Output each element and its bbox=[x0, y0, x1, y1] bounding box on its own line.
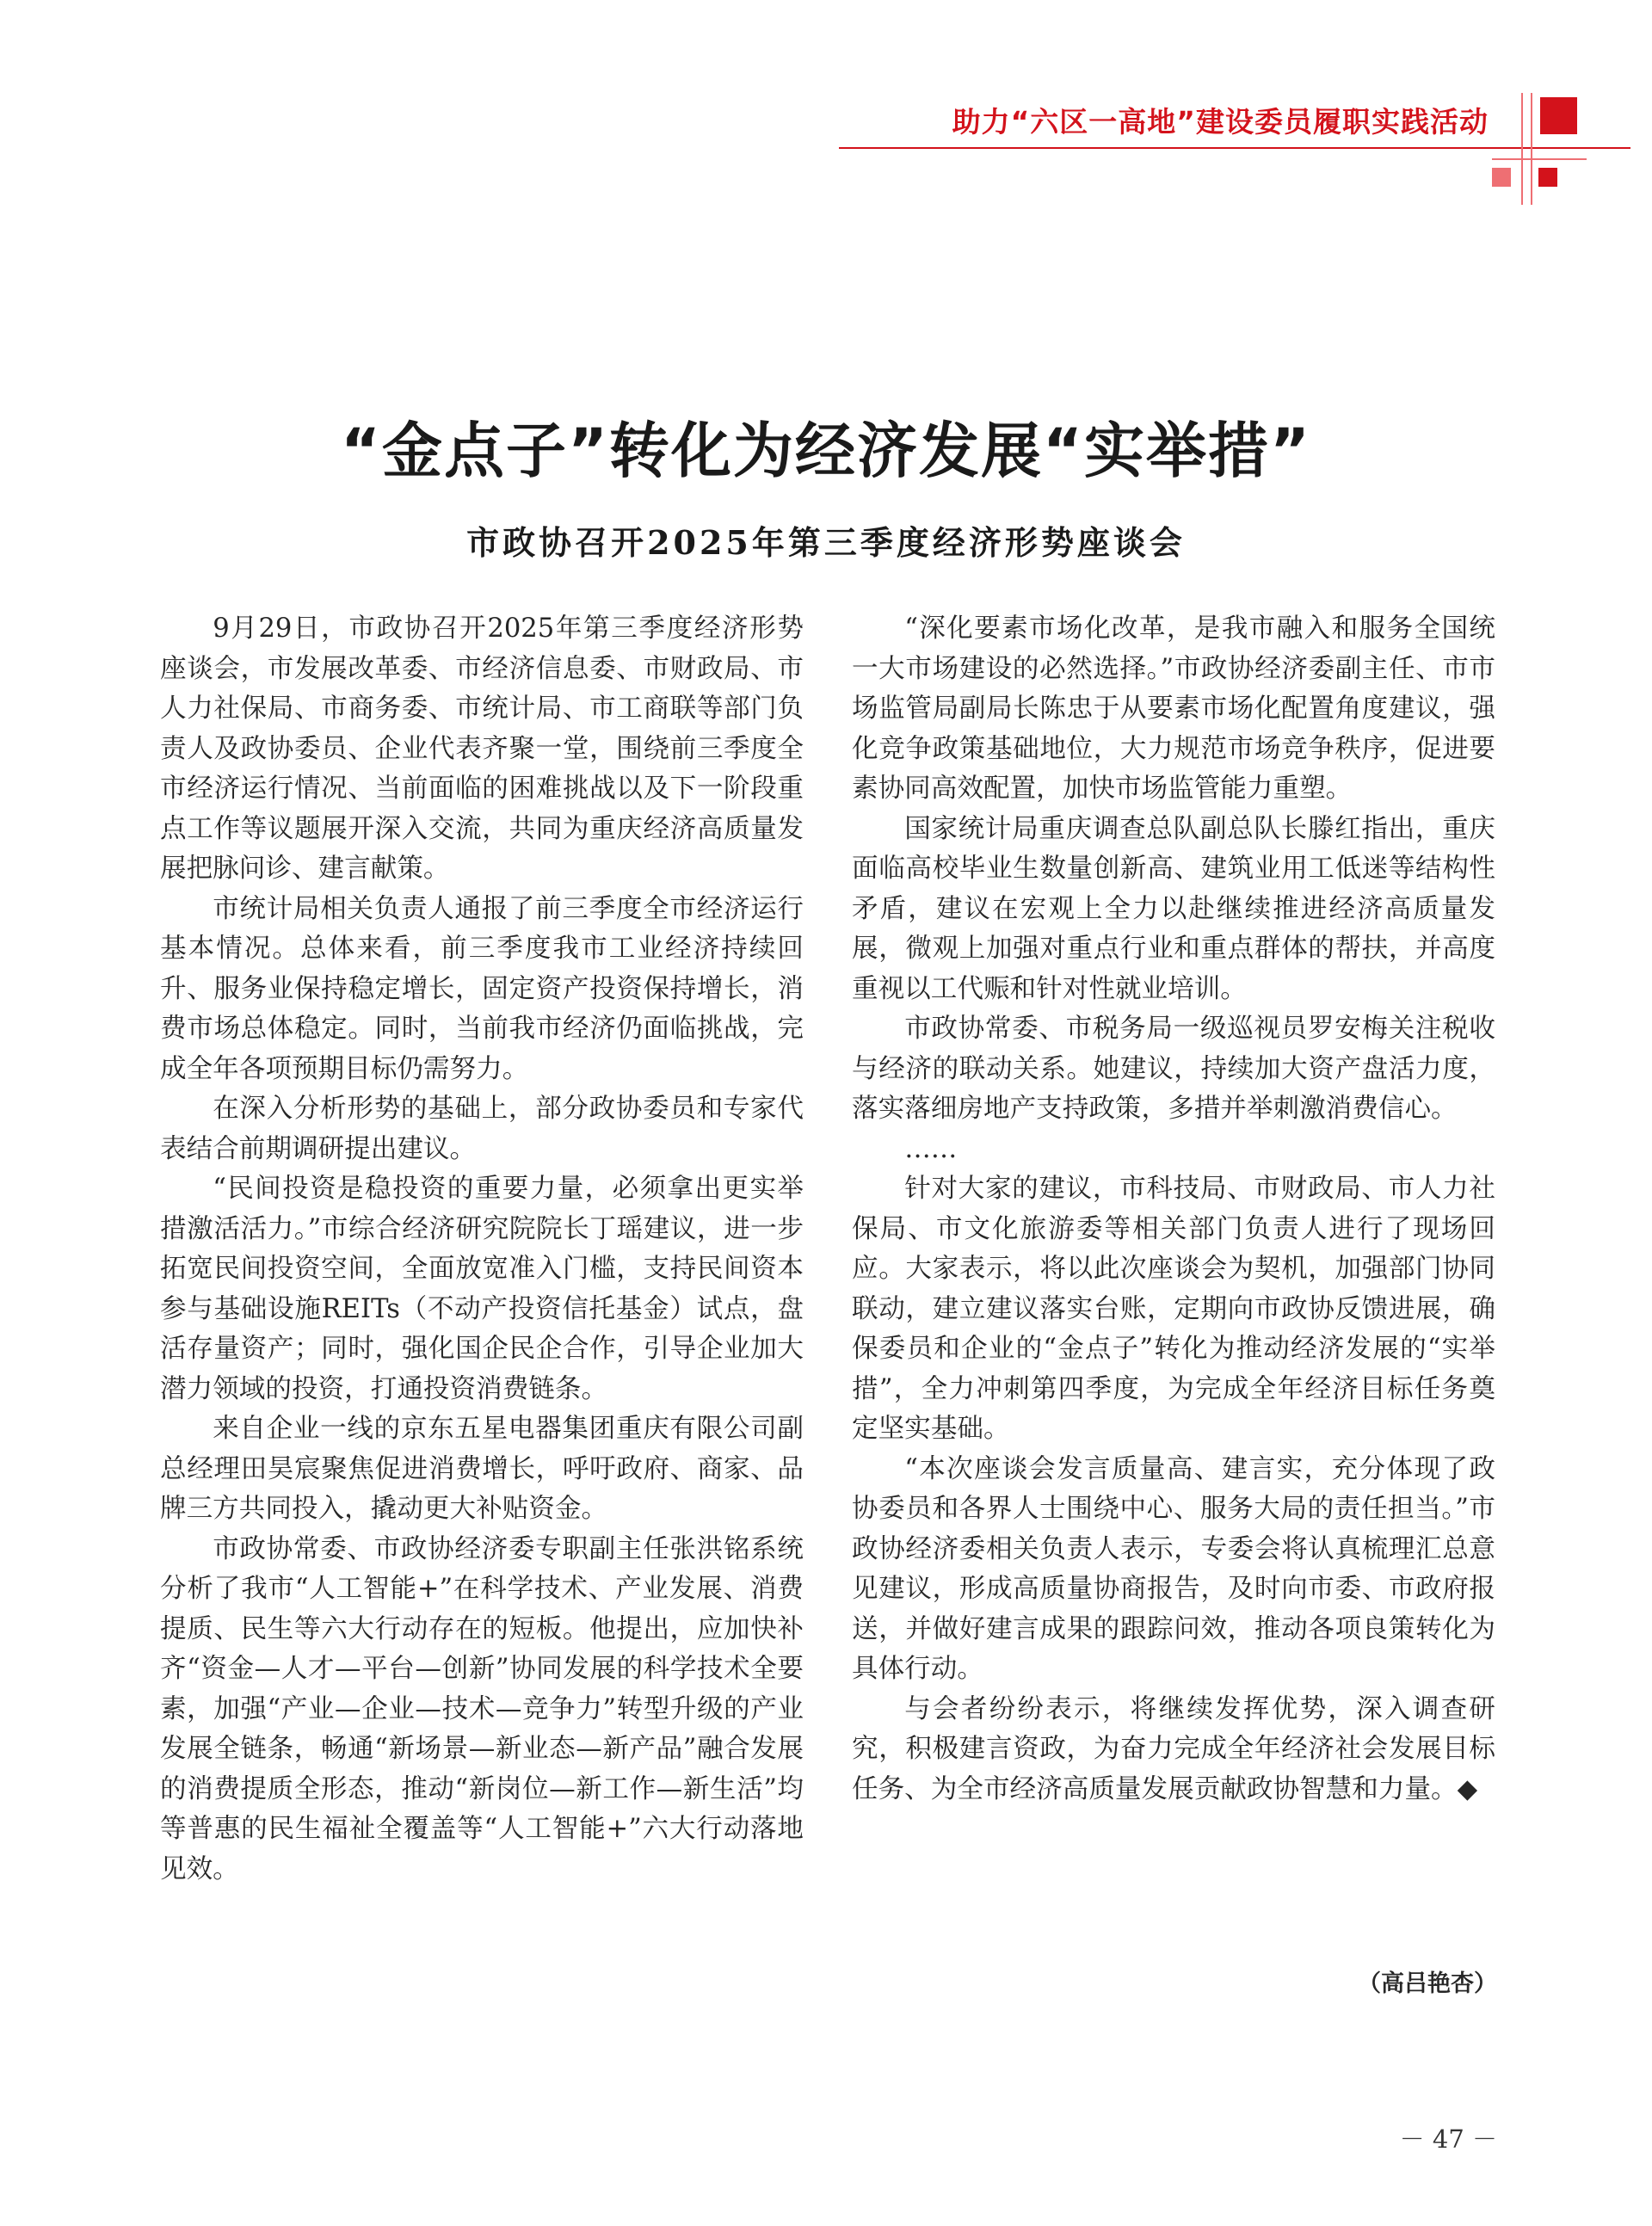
paragraph: “本次座谈会发言质量高、建言实，充分体现了政协委员和各界人士围绕中心、服务大局的责任担当。”市政协经济委相关负责人表示，专委会将认真梳理汇总意见建议，形成高质量协商报告，及时向市委、市政府报送，并做好建言成果的跟踪问效，推动各项良策转化为具体行动。 bbox=[852, 1453, 1495, 1684]
deco-line bbox=[1531, 93, 1532, 205]
paragraph: “深化要素市场化改革，是我市融入和服务全国统一大市场建设的必然选择。”市政协经济委副主任、市市场监管局副局长陈忠于从要素市场化配置角度建议，强化竞争政策基础地位，大力规范市场竞争秩序，促进要素协同高效配置，加快市场监管能力重塑。 bbox=[852, 614, 1495, 804]
banner-rule bbox=[839, 147, 1630, 149]
article-title: “金点子”转化为经济发展“实举措” bbox=[340, 416, 1312, 486]
section-banner bbox=[852, 96, 1489, 143]
deco-line bbox=[1521, 93, 1523, 205]
page-number: － 47 － bbox=[1399, 2124, 1497, 2154]
paragraph: 来自企业一线的京东五星电器集团重庆有限公司副总经理田昊宸聚焦促进消费增长，呼吁政府、商家、品牌三方共同投入，撬动更大补贴资金。 bbox=[160, 1414, 804, 1524]
paragraph: 市政协常委、市税务局一级巡视员罗安梅关注税收与经济的联动关系。她建议，持续加大资产盘活力度，落实落细房地产支持政策，多措并举刺激消费信心。 bbox=[852, 1014, 1495, 1124]
left-column bbox=[160, 609, 804, 1890]
paragraph: 在深入分析形势的基础上，部分政协委员和专家代表结合前期调研提出建议。 bbox=[160, 1094, 804, 1164]
paragraph: 与会者纷纷表示，将继续发挥优势，深入调查研究，积极建言资政，为奋力完成全年经济社会发展目标任务、为全市经济高质量发展贡献政协智慧和力量。◆ bbox=[852, 1693, 1495, 1804]
paragraph: 市政协常委、市政协经济委专职副主任张洪铭系统分析了我市“人工智能+”在科学技术、产业发展、消费提质、民生等六大行动存在的短板。他提出，应加快补齐“资金—人才—平台—创新”协同发展的科学技术全要素，加强“产业—企业—技术—竞争力”转型升级的产业发展全链条，畅通“新场景—新业态—新产品”融合发展的消费提质全形态，推动“新岗位—新工作—新生活”均等普惠的民生福祉全覆盖等“人工智能+”六大行动落地见效。 bbox=[160, 1533, 804, 1884]
article-subtitle: 市政协召开2025年第三季度经济形势座谈会 bbox=[466, 523, 1186, 562]
paragraph: 市统计局相关负责人通报了前三季度全市经济运行基本情况。总体来看，前三季度我市工业经济持续回升、服务业保持稳定增长，固定资产投资保持增长，消费市场总体稳定。同时，当前我市经济仍面临挑战，完成全年各项预期目标仍需努力。 bbox=[160, 893, 804, 1084]
deco-square-small bbox=[1538, 168, 1557, 187]
author-credit: （高吕艳杏） bbox=[1358, 1970, 1497, 1997]
deco-square-large bbox=[1540, 97, 1577, 134]
section-title: 助力“六区一高地”建设委员履职实践活动 bbox=[952, 104, 1489, 139]
deco-line bbox=[1492, 158, 1587, 160]
paragraph: “民间投资是稳投资的重要力量，必须拿出更实举措激活活力。”市综合经济研究院院长丁瑶建议，进一步拓宽民间投资空间，全面放宽准入门槛，支持民间资本参与基础设施REITs（不动产投资信托基金）试点，盘活存量资产；同时，强化国企民企合作，引导企业加大潜力领域的投资，打通投资消费链条。 bbox=[160, 1174, 804, 1404]
ellipsis: …… bbox=[904, 1133, 958, 1164]
paragraph: 针对大家的建议，市科技局、市财政局、市人力社保局、市文化旅游委等相关部门负责人进行了现场回应。大家表示，将以此次座谈会为契机，加强部门协同联动，建立建议落实台账，定期向市政协反馈进展，确保委员和企业的“金点子”转化为推动经济发展的“实举措”，全力冲刺第四季度，为完成全年经济目标任务奠定坚实基础。 bbox=[852, 1174, 1495, 1444]
paragraph: 国家统计局重庆调查总队副总队长滕红指出，重庆面临高校毕业生数量创新高、建筑业用工低迷等结构性矛盾，建议在宏观上全力以赴继续推进经济高质量发展，微观上加强对重点行业和重点群体的帮扶，并高度重视以工代赈和针对性就业培训。 bbox=[852, 813, 1495, 1004]
paragraph: 9月29日，市政协召开2025年第三季度经济形势座谈会，市发展改革委、市经济信息委、市财政局、市人力社保局、市商务委、市统计局、市工商联等部门负责人及政协委员、企业代表齐聚一堂，围绕前三季度全市经济运行情况、当前面临的困难挑战以及下一阶段重点工作等议题展开深入交流，共同为重庆经济高质量发展把脉问诊、建言献策。 bbox=[160, 614, 804, 884]
deco-square-small bbox=[1492, 168, 1511, 187]
right-column bbox=[852, 609, 1495, 1810]
